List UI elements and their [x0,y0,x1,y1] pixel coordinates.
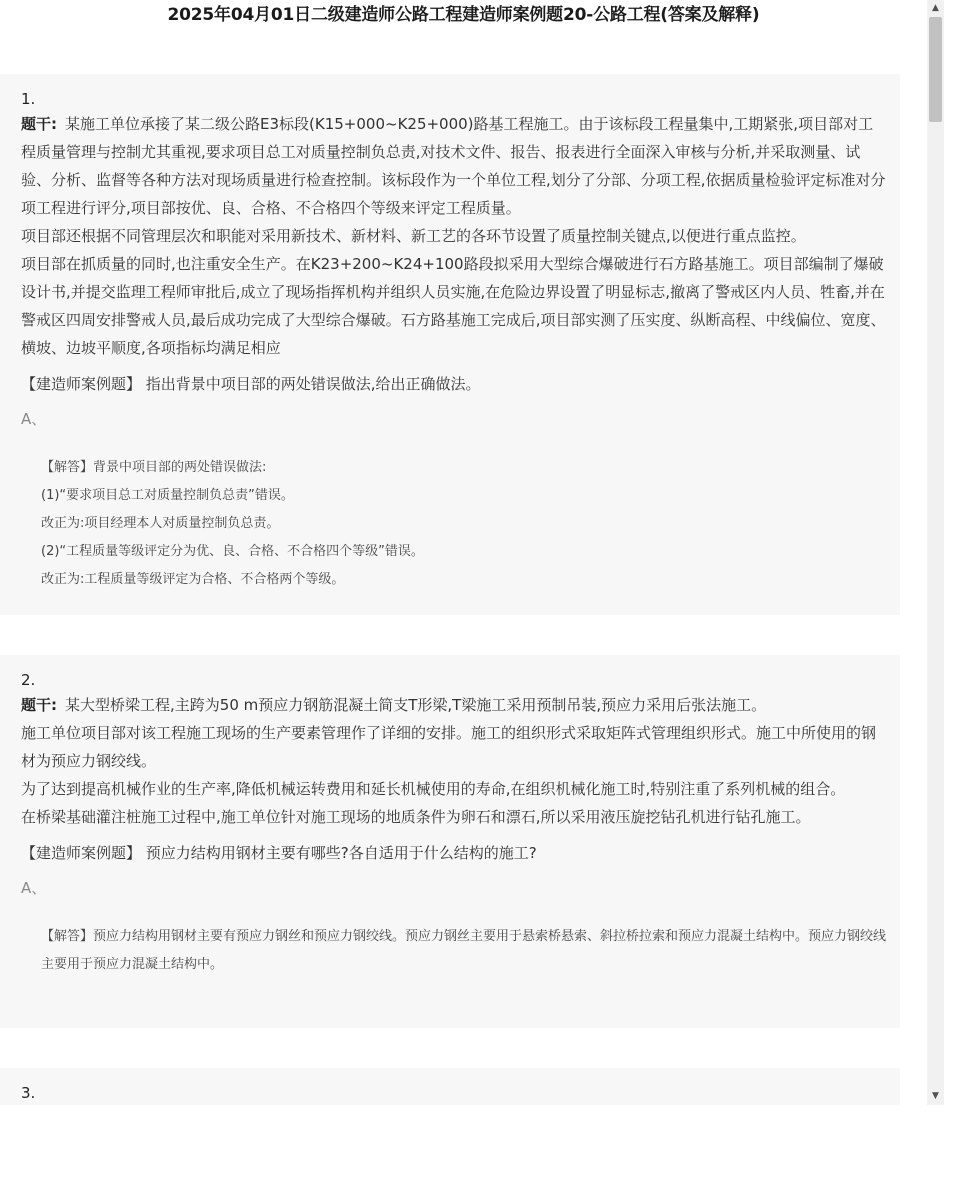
page-title: 2025年04月01日二级建造师公路工程建造师案例题20-公路工程(答案及解释) [167,5,760,25]
answer-line: 【解答】背景中项目部的两处错误做法: [41,460,267,475]
stem-label: 题干: [21,115,57,133]
answer-line: 改正为:工程质量等级评定为合格、不合格两个等级。 [41,572,345,587]
question-card [0,655,900,1028]
stem-paragraph: 为了达到提高机械作业的生产率,降低机械运转费用和延长机械使用的寿命,在组织机械化施工时,特别注重了系列机械的组合。 [21,780,846,798]
scroll-down-arrow-icon[interactable]: ▼ [932,1091,939,1101]
stem-paragraph: 在桥梁基础灌注桩施工过程中,施工单位针对施工现场的地质条件为卵石和漂石,所以采用液压旋挖钻孔机进行钻孔施工。 [21,808,811,826]
stem-paragraph: 项目部还根据不同管理层次和职能对采用新技术、新材料、新工艺的各环节设置了质量控制关键点,以便进行重点监控。 [21,227,806,245]
answer-explanation [41,923,886,979]
stem-text: 某大型桥梁工程,主跨为50 m预应力钢筋混凝土简支T形梁,T梁施工采用预制吊装,预应力采用后张法施工。 [65,696,767,714]
vertical-scrollbar[interactable] [927,0,944,1105]
answer-option[interactable]: A、 [21,410,47,428]
question-stem [21,110,886,222]
case-question: 【建造师案例题】 预应力结构用钢材主要有哪些?各自适用于什么结构的施工? [21,844,537,862]
scroll-up-arrow-icon[interactable]: ▲ [932,3,939,13]
question-number: 2. [21,671,36,689]
answer-line: (2)“工程质量等级评定分为优、良、合格、不合格四个等级”错误。 [41,544,424,559]
answer-line: 改正为:项目经理本人对质量控制负总责。 [41,516,280,531]
answer-explanation [41,454,886,594]
answer-option[interactable]: A、 [21,879,47,897]
scrollbar-thumb[interactable] [929,17,942,122]
stem-label: 题干: [21,696,57,714]
stem-paragraph: 项目部在抓质量的同时,也注重安全生产。在K23+200~K24+100路段拟采用大型综合爆破进行石方路基施工。项目部编制了爆破设计书,并提交监理工程师审批后,成立了现场指挥机构并组织人员实施,在危险边界设置了明显标志,撤离了警戒区内人员、牲畜,并在警戒区四周安排警戒人员,最后成功完成了大型综合爆破。石方路基施工完成后,项目部实测了压实度、纵断高程、中线偏位、宽度、横坡、边坡平顺度,各项指标均满足相应 [21,255,886,357]
stem-text: 某施工单位承接了某二级公路E3标段(K15+000~K25+000)路基工程施工。由于该标段工程量集中,工期紧张,项目部对工程质量管理与控制尤其重视,要求项目总工对质量控制负总责,对技术文件、报告、报表进行全面深入审核与分析,并采取测量、试验、分析、监督等各种方法对现场质量进行检查控制。该标段作为一个单位工程,划分了分部、分项工程,依据质量检验评定标准对分项工程进行评分,项目部按优、良、合格、不合格四个等级来评定工程质量。 [21,115,886,217]
question-number: 1. [21,90,36,108]
case-question: 【建造师案例题】 指出背景中项目部的两处错误做法,给出正确做法。 [21,375,481,393]
question-card [0,1068,900,1105]
answer-line: (1)“要求项目总工对质量控制负总责”错误。 [41,488,294,503]
question-number: 3. [21,1084,36,1102]
stem-paragraph: 施工单位项目部对该工程施工现场的生产要素管理作了详细的安排。施工的组织形式采取矩阵式管理组织形式。施工中所使用的钢材为预应力钢绞线。 [21,724,877,770]
question-stem [21,691,886,719]
question-card [0,74,900,615]
answer-line: 【解答】预应力结构用钢材主要有预应力钢丝和预应力钢绞线。预应力钢丝主要用于悬索桥悬索、斜拉桥拉索和预应力混凝土结构中。预应力钢绞线主要用于预应力混凝土结构中。 [41,929,887,972]
